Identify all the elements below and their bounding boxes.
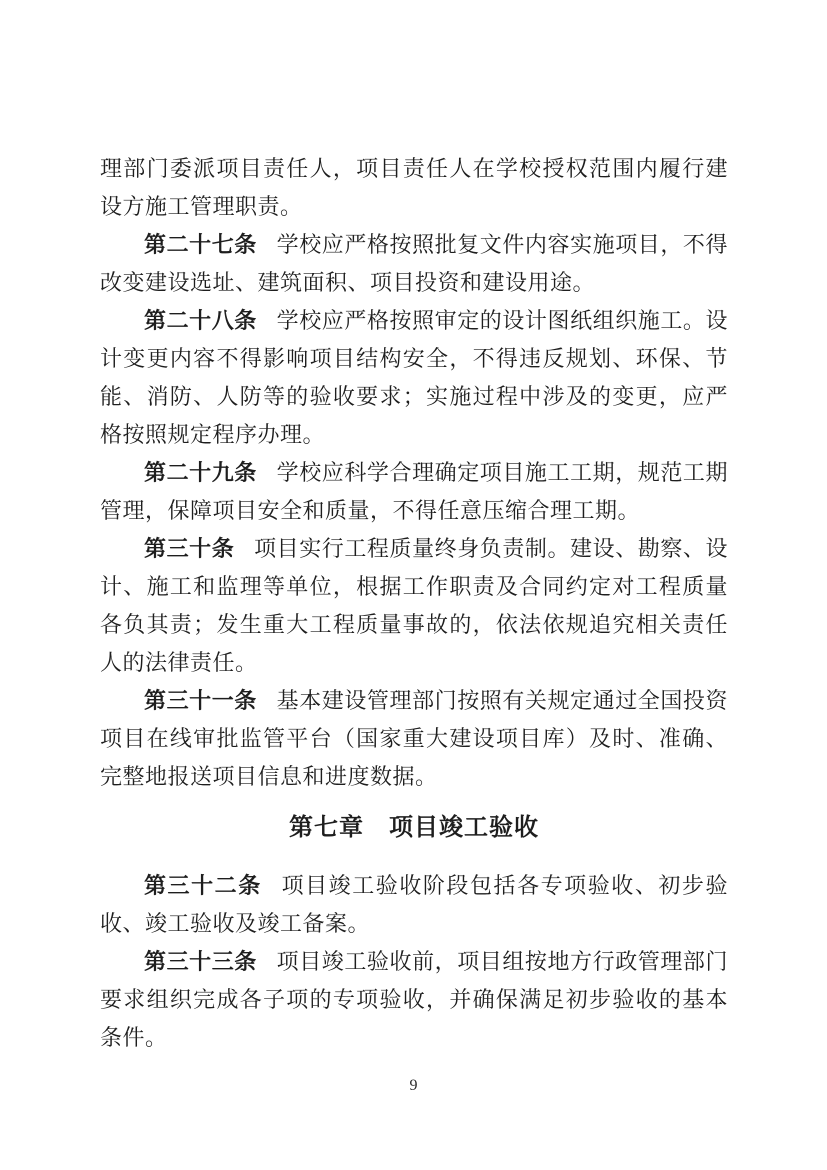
article-paragraph-29: [100, 454, 728, 530]
article-paragraph-31: [100, 682, 728, 796]
article-text: 学校应严格按照审定的设计图纸组织施工。设计变更内容不得影响项目结构安全，不得违反规划、环保、节能、消防、人防等的验收要求；实施过程中涉及的变更，应严格按照规定程序办理。: [100, 308, 728, 447]
article-number: 第三十条: [144, 536, 235, 561]
article-text: 项目竣工验收阶段包括各专项验收、初步验收、竣工验收及竣工备案。: [100, 873, 728, 936]
paragraph-text: 理部门委派项目责任人，项目责任人在学校授权范围内履行建设方施工管理职责。: [100, 156, 728, 219]
article-text: 项目竣工验收前，项目组按地方行政管理部门要求组织完成各子项的专项验收，并确保满足初步验收的基本条件。: [100, 949, 728, 1050]
article-paragraph-30: [100, 530, 728, 682]
page-number: 9: [409, 1077, 418, 1094]
article-paragraph-32: [100, 867, 728, 943]
article-number: 第二十七条: [144, 232, 257, 257]
document-text-block: [100, 150, 728, 1057]
article-text: 学校应科学合理确定项目施工工期，规范工期管理，保障项目安全和质量，不得任意压缩合理工期。: [100, 460, 728, 523]
paragraph-continuation: [100, 150, 728, 226]
article-number: 第二十八条: [144, 308, 257, 333]
article-paragraph-33: [100, 943, 728, 1057]
article-text: 学校应严格按照批复文件内容实施项目，不得改变建设选址、建筑面积、项目投资和建设用途。: [100, 232, 728, 295]
article-number: 第二十九条: [144, 460, 257, 485]
article-number: 第三十三条: [144, 949, 257, 974]
article-number: 第三十一条: [144, 688, 257, 713]
article-text: 项目实行工程质量终身负责制。建设、勘察、设计、施工和监理等单位，根据工作职责及合同约定对工程质量各负其责；发生重大工程质量事故的，依法依规追究相关责任人的法律责任。: [100, 536, 728, 675]
article-number: 第三十二条: [144, 873, 262, 898]
article-paragraph-28: [100, 302, 728, 454]
article-text: 基本建设管理部门按照有关规定通过全国投资项目在线审批监管平台（国家重大建设项目库）及时、准确、完整地报送项目信息和进度数据。: [100, 688, 728, 789]
article-paragraph-27: [100, 226, 728, 302]
chapter-heading: 第七章 项目竣工验收: [289, 814, 539, 841]
